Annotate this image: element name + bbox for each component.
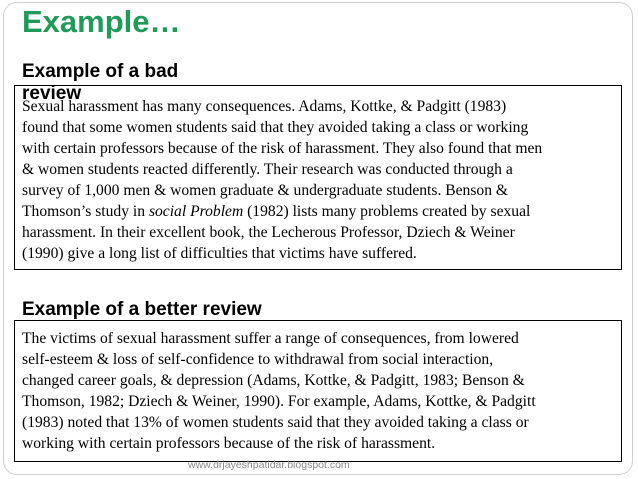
better-review-heading: Example of a better review (22, 299, 262, 320)
better-review-line: working with certain professors because of the risk of harassment. (22, 435, 436, 452)
better-review-line: The victims of sexual harassment suffer a range of consequences, from lowered (22, 330, 519, 347)
better-review-line: Thomson, 1982; Dziech & Weiner, 1990). For example, Adams, Kottke, & Padgitt (22, 393, 536, 410)
journal-title: social Problem (148, 203, 244, 220)
footer-url[interactable]: www.drjayeshpatidar.blogspot.com (188, 459, 350, 471)
bad-review-line: survey of 1,000 men & women graduate & undergraduate students. Benson & (22, 182, 509, 199)
bad-review-line (22, 201, 542, 222)
better-review-line: changed career goals, & depression (Adams, Kottke, & Padgitt, 1983; Benson & (22, 372, 525, 389)
better-review-line: self-esteem & loss of self-confidence to withdrawal from social interaction, (22, 351, 494, 368)
bad-review-line: harassment. In their excellent book, the Lecherous Professor, Dziech & Weiner (22, 224, 515, 241)
bad-review-paragraph (22, 96, 542, 264)
bad-review-heading-line-1: Example of a bad (22, 61, 179, 82)
slide-title: Example… (22, 4, 181, 39)
bad-review-heading-line-2: review (22, 83, 82, 104)
bad-review-line-text: (1982) lists many problems created by sexual (243, 203, 531, 220)
bad-review-line: found that some women students said that they avoided taking a class or working (22, 119, 529, 136)
bad-review-line: & women students reacted differently. Their research was conducted through a (22, 161, 513, 178)
better-review-paragraph (22, 328, 536, 454)
bad-review-line: with certain professors because of the risk of harassment. They also found that men (22, 140, 543, 157)
better-review-line: (1983) noted that 13% of women students said that they avoided taking a class or (22, 414, 529, 431)
bad-review-line-text: Thomson’s study in (22, 203, 149, 220)
bad-review-line: (1990) give a long list of difficulties that victims have suffered. (22, 245, 417, 262)
bad-review-line: Sexual harassment has many consequences. Adams, Kottke, & Padgitt (1983) (22, 98, 507, 115)
